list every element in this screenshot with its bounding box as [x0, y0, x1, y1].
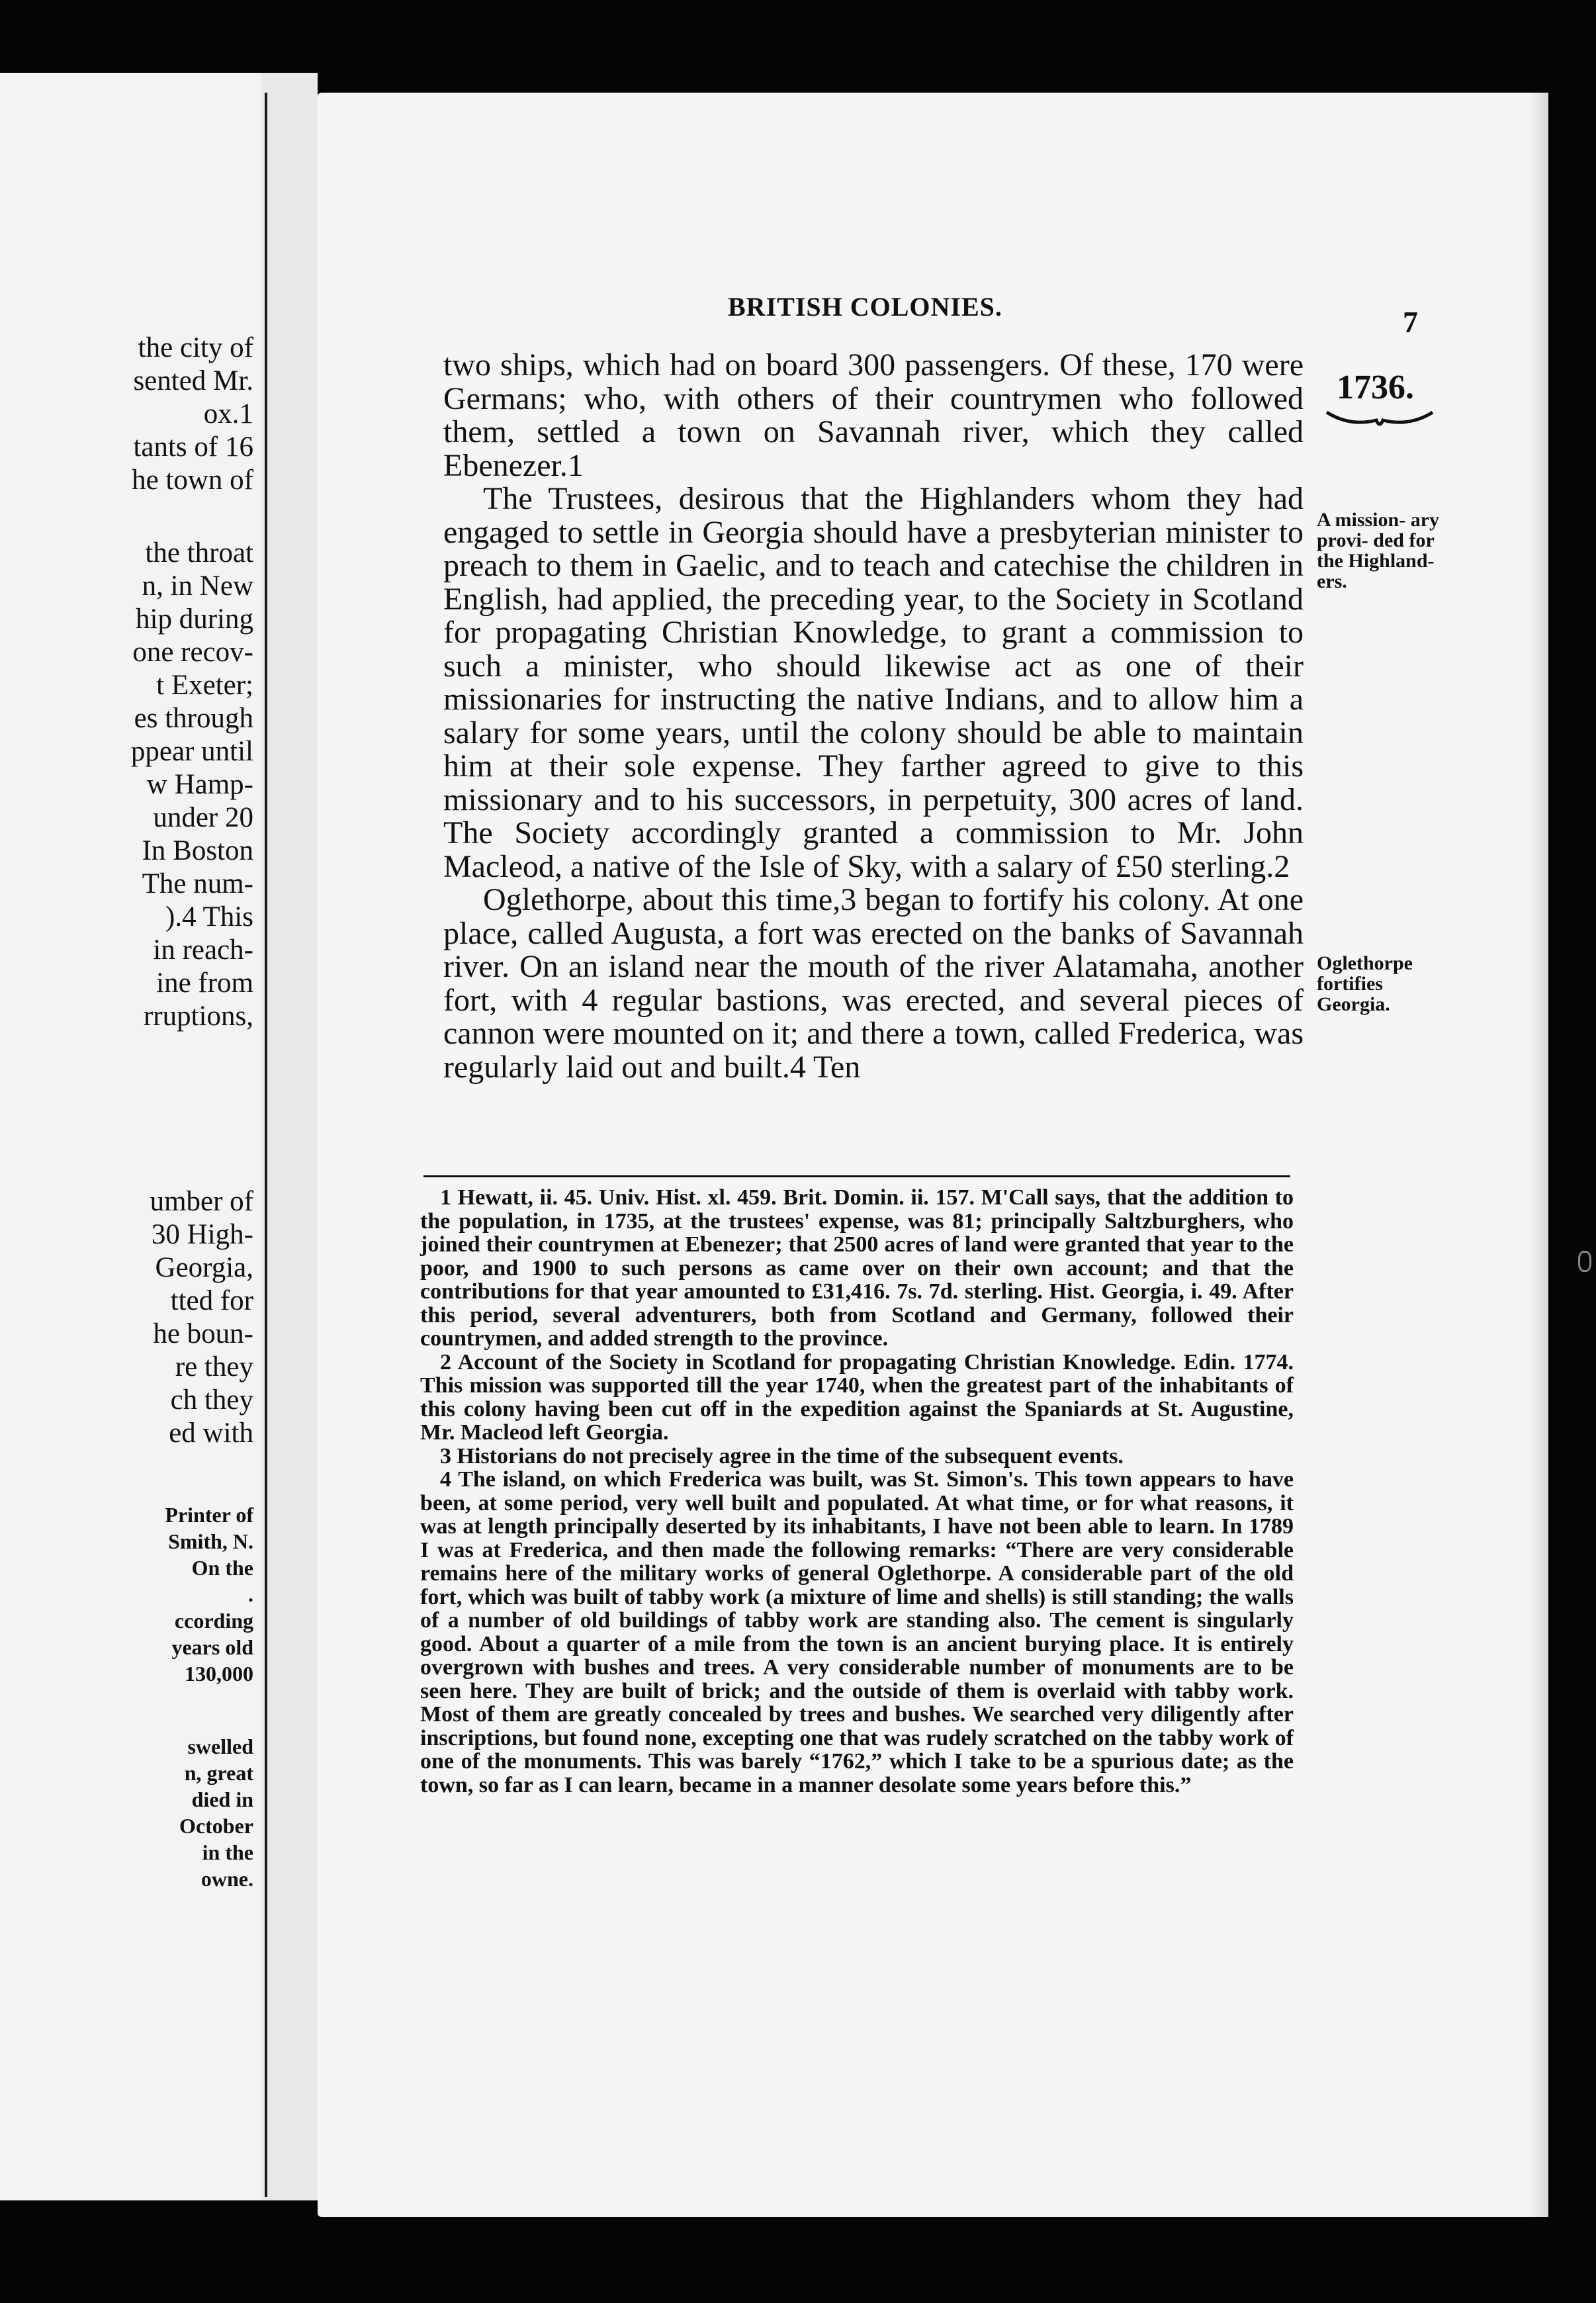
- left-page-text-fragment: rruptions,: [143, 1001, 253, 1032]
- left-page-text-fragment: t Exeter;: [156, 670, 253, 701]
- left-page-text-fragment: the city of: [138, 332, 253, 363]
- body-paragraph-2: The Trustees, desirous that the Highlanders whom they had engaged to settle in Georgia should have a presbyterian minister to preach to them in Gaelic, and to teach and catechise the children in English, had applied, the preceding year, to the Society in Scotland for propagating Christian Knowledge, to grant a commission to such a minister, who should likewise act as one of their missionaries for instructing the native Indians, and to allow him a salary for some years, until the colony should be able to maintain him at their sole expense. They farther agreed to give to this missionary and to his successors, in perpetuity, 300 acres of land. The Society accordingly granted a commission to Mr. John Macleod, a native of the Isle of Sky, with a salary of £50 sterling.2: [443, 481, 1304, 884]
- left-page-text-fragment: ).4 This: [165, 901, 253, 932]
- gutter-shadow-line: [265, 93, 267, 2197]
- left-page-text-fragment: ppear until: [130, 736, 253, 767]
- left-page-text-fragment: one recov-: [132, 637, 253, 668]
- running-head: BRITISH COLONIES.: [728, 292, 1002, 322]
- left-page-text-fragment: re they: [175, 1351, 253, 1382]
- left-page-text-fragment: es through: [134, 703, 253, 734]
- left-page-text-fragment: Georgia,: [155, 1252, 253, 1283]
- footnote-2: 2 Account of the Society in Scotland for propagating Christian Knowledge. Edin. 1774. This mission was supported till the year 1740, when the greatest part of the inhabitants of this colony having been cut off in the expedition against the Spaniards at St. Augustine, Mr. Macleod left Georgia.: [420, 1349, 1294, 1445]
- left-page-text-fragment: tted for: [170, 1285, 253, 1316]
- left-page-text-fragment: In Boston: [142, 835, 253, 866]
- left-page-footnote-fragment: in the: [202, 1840, 253, 1864]
- footnote-1: 1 Hewatt, ii. 45. Univ. Hist. xl. 459. Brit. Domin. ii. 157. M'Call says, that the addition to the population, in 1735, at the trustees' expense, was 81; principally Saltzburghers, who joined their countrymen at Ebenezer; that 2500 acres of land were granted that year to the poor, and 1900 to such persons as came over on their own account; and that the contributions for that year amounted to £31,416. 7s. 7d. sterling. Hist. Georgia, i. 49. After this period, several adventurers, both from Scotland and Germany, followed their countrymen, and added strength to the province.: [420, 1185, 1294, 1351]
- left-page-text-fragment: ox.1: [203, 398, 253, 429]
- left-page-text-fragment: n, in New: [142, 570, 253, 602]
- left-page-text-fragment: 30 High-: [151, 1219, 253, 1250]
- left-page-text-fragment: the throat: [145, 537, 253, 568]
- left-page-text-fragment: w Hamp-: [146, 769, 253, 800]
- footnotes: [420, 1186, 1294, 1797]
- footnote-3: 3 Historians do not precisely agree in the time of the subsequent events.: [440, 1443, 1124, 1468]
- left-page-footnote-fragment: swelled: [187, 1735, 253, 1758]
- left-page-footnote-fragment: ccording: [174, 1609, 253, 1633]
- left-page-footnote-fragment: Printer of: [165, 1503, 253, 1527]
- left-page-footnote-fragment: .: [248, 1582, 253, 1606]
- left-page-footnote-fragment: died in: [191, 1787, 253, 1811]
- left-page-footnote-fragment: Smith, N.: [168, 1529, 253, 1553]
- left-page-text-fragment: ed with: [169, 1418, 253, 1449]
- left-page-text-fragment: he town of: [132, 465, 253, 496]
- page-gutter: [261, 73, 318, 2200]
- body-paragraph-3: Oglethorpe, about this time,3 began to fortify his colony. At one place, called Augusta, a fort was erected on the banks of Savannah river. On an island near the mouth of the river Alatamaha, another fort, with 4 regular bastions, was erected, and several pieces of cannon were mounted on it; and there a town, called Frederica, was regularly laid out and built.4 Ten: [443, 882, 1304, 1085]
- left-page-footnote-fragment: On the: [191, 1556, 253, 1580]
- left-page-text-fragment: tants of 16: [133, 431, 253, 463]
- brace-ornament: [1323, 407, 1436, 433]
- left-page-text-fragment: sented Mr.: [133, 365, 253, 396]
- left-page-text-fragment: he boun-: [153, 1318, 253, 1349]
- page-number: 7: [1403, 305, 1418, 339]
- page-edge-mark: [1578, 1251, 1591, 1272]
- left-page-footnote-fragment: 130,000: [185, 1662, 253, 1686]
- left-page-text-fragment: hip during: [136, 604, 253, 635]
- margin-note: Oglethorpe fortifies Georgia.: [1317, 952, 1413, 1015]
- left-page-footnote-fragment: October: [179, 1814, 253, 1838]
- body-paragraph-1: two ships, which had on board 300 passengers. Of these, 170 were Germans; who, with others of their countrymen who followed them, settled a town on Savannah river, which they called Ebenezer.1: [443, 347, 1304, 483]
- left-page-text-fragment: The num-: [142, 868, 253, 899]
- body-text: [443, 349, 1304, 1084]
- left-page-text-fragment: umber of: [150, 1186, 253, 1217]
- left-page-text-fragment: ch they: [170, 1384, 253, 1416]
- left-page-footnote-fragment: years old: [171, 1635, 253, 1659]
- left-page-footnote-fragment: owne.: [200, 1867, 253, 1891]
- left-page-text-fragment: under 20: [153, 802, 253, 833]
- margin-year: 1736.: [1337, 369, 1414, 406]
- footnote-rule: [423, 1175, 1290, 1177]
- left-page-footnote-fragment: n, great: [184, 1761, 253, 1785]
- margin-note: A mission- ary provi- ded for the Highland- ers.: [1317, 509, 1440, 592]
- left-page-text-fragment: in reach-: [153, 934, 253, 966]
- footnote-4: 4 The island, on which Frederica was built, was St. Simon's. This town appears to have been, at some period, very well built and populated. At what time, or for what reasons, it was at length principally deserted by its inhabitants, I have not been able to learn. In 1789 I was at Frederica, and then made the following remarks: “There are very considerable remains here of the military works of general Oglethorpe. A considerable part of the old fort, which was built of tabby work (a mixture of lime and shells) is still standing; the walls of a number of old buildings of tabby work are standing also. The cement is singularly good. About a quarter of a mile from the town is an ancient burying place. It is entirely overgrown with bushes and trees. A very considerable number of monuments are to be seen here. They are built of brick; and the outside of them is overlaid with tabby work. Most of them are greatly concealed by trees and bushes. We searched very diligently after inscriptions, but found none, excepting one that was rudely scratched on the tabby work of one of the monuments. This was barely “1762,” which I take to be a spurious date; as the town, so far as I can learn, became in a manner desolate some years before this.”: [420, 1467, 1294, 1797]
- left-page-text-fragment: ine from: [156, 968, 253, 999]
- left-page: [0, 73, 261, 2200]
